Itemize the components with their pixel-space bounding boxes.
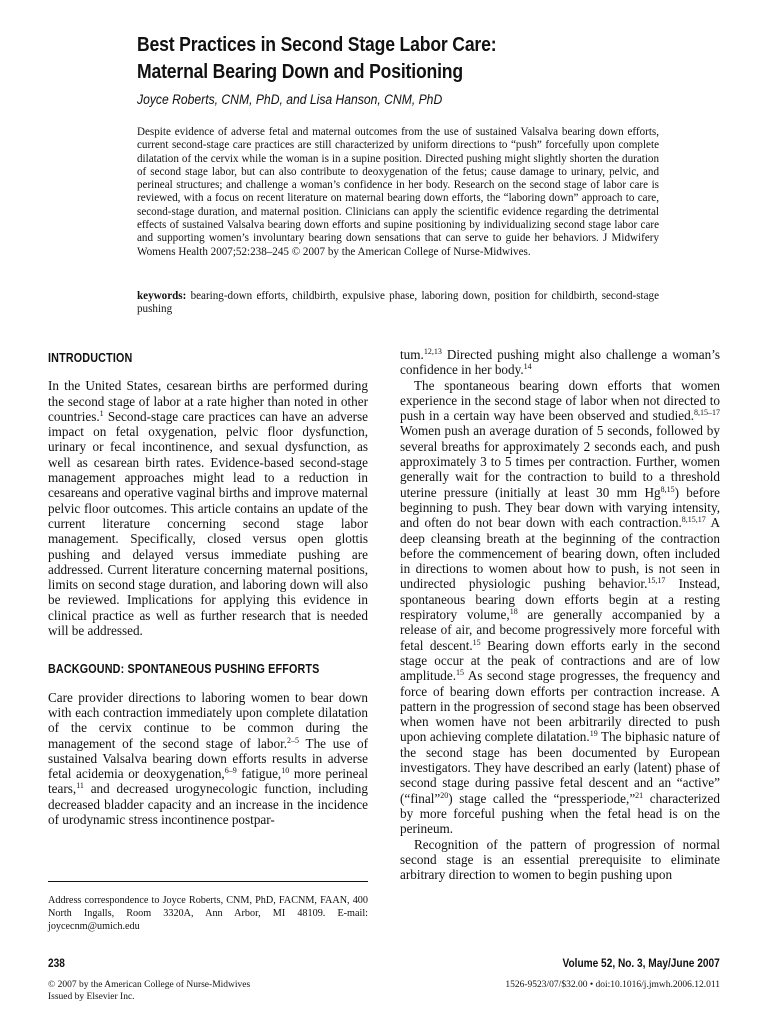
citation: 8,15–17 xyxy=(694,408,720,418)
volume-info: Volume 52, No. 3, May/June 2007 xyxy=(562,958,720,970)
citation: 21 xyxy=(635,790,644,800)
right-column xyxy=(400,347,720,882)
article-title xyxy=(137,32,630,86)
copyright-line-2: Issued by Elsevier Inc. xyxy=(48,992,135,1002)
citation: 10 xyxy=(281,766,290,776)
citation: 15 xyxy=(456,668,465,678)
citation: 15 xyxy=(472,637,481,647)
citation: 19 xyxy=(589,729,598,739)
correspondence-address: Address correspondence to Joyce Roberts, CNM, PhD, FACNM, FAAN, 400 North Ingalls, Room 3320A, Ann Arbor, MI 48109. E-mail: joycecnm@umich.edu xyxy=(48,895,368,932)
title-line-2: Maternal Bearing Down and Positioning xyxy=(137,61,463,83)
page-number: 238 xyxy=(48,958,65,970)
left-column xyxy=(48,347,368,827)
title-line-1: Best Practices in Second Stage Labor Care: xyxy=(137,34,497,56)
citation: 12,13 xyxy=(423,347,442,356)
keywords-label: keywords: xyxy=(137,290,187,302)
abstract: Despite evidence of adverse fetal and maternal outcomes from the use of sustained Valsalva bearing down efforts, current second-stage care practices are still characterized by uniform directions to “push” forcefully upon complete dilatation of the cervix while the woman is in a supine position. Directed pushing might slightly shorten the duration of second stage labor, but can also contribute to deoxygenation of the fetus; cause damage to urinary, pelvic, and perineal structures; and challenge a woman’s confidence in her body. Research on the second stage of labor care is reviewed, with a focus on recent literature on maternal bearing down efforts, the “laboring down” approach to care, second-stage duration, and maternal position. Clinicians can apply the scientific evidence regarding the detrimental effects of sustained Valsalva bearing down efforts and supine positioning by individualizing second stage labor care and supporting women’s involuntary bearing down sensations that can serve to guide her behaviors. J Midwifery Womens Health 2007;52:238–245 © 2007 by the American College of Nurse-Midwives. xyxy=(137,126,659,258)
continued-paragraph: tum.$^{12,13}$ Directed pushing might also challenge a woman’s confidence in her body.$^{14}$ xyxy=(400,347,720,378)
doi-line: 1526-9523/07/$32.00 • doi:10.1016/j.jmwh.2006.12.011 xyxy=(505,980,720,990)
background-heading: BACKGOUND: SPONTANEOUS PUSHING EFFORTS xyxy=(48,662,320,677)
authors: Joyce Roberts, CNM, PhD, and Lisa Hanson, CNM, PhD xyxy=(137,92,443,107)
introduction-paragraph: In the United States, cesarean births are performed during the second stage of labor at a rate higher than noted in other countries.$^1$ Second-stage care practices can have an adverse impact on fetal oxygenation, pelvic floor dysfunction, urinary or fecal incontinence, and sexual dysfunction, as well as cesarean birth rates. Evidence-based second-stage management approaches might lead to a reduction in cesareans and operative vaginal births and improve maternal pelvic floor outcomes. This article contains an update of the current literature concerning second stage labor management. Specifically, closed versus open glottis pushing and delayed versus immediate pushing are addressed. Current literature concerning maternal positions, limits on second stage duration, and laboring down will also be reviewed. Implications for applying this evidence in clinical practice as well as further research that is needed will be addressed. xyxy=(48,378,368,639)
citation: 6–9 xyxy=(224,766,237,776)
citation: 18 xyxy=(509,607,518,617)
spontaneous-pushing-paragraph: The spontaneous bearing down efforts that women experience in the second stage of labor when not directed to push in a certain way have been observed and studied.$^{8,15-17}$ Women push an average duration of 5 seconds, followed by several breaths for approximately 2 seconds each, and push approximately 3 to 5 times per contraction. Further, women generally wait for the contraction to build to a threshold uterine pressure (initially at least 30 mm Hg$^{8,15}$) before beginning to push. They bear down with varying intensity, and often do not bear down with each contraction.$^{8,15,17}$ A deep cleansing breath at the beginning of the contraction before the commencement of bearing down, often included in directions to women about how to push, is not seen in undirected physiologic pushing behavior.$^{15,17}$ Instead, spontaneous bearing down efforts begin at a resting respiratory volume,$^{18}$ are generally accompanied by a release of air, and become progressively more forceful with fetal descent.$^{15}$ Bearing down efforts early in the second stage occur at the peak of contractions and are of low amplitude.$^{15}$ As second stage progresses, the frequency and force of bearing down efforts per contraction increase. A pattern in the progression of second stage has been observed when women have not been arbitrarily directed to push upon achieving complete dilatation.$^{19}$ The biphasic nature of the second stage has been documented by European investigators. They have described an early (latent) phase of second stage during passive fetal descent and an “active” (“final”$^{20}$) stage called the “pressperiode,”$^{21}$ characterized by more forceful pushing when the fetal head is on the perineum. xyxy=(400,377,721,837)
background-paragraph: Care provider directions to laboring women to bear down with each contraction immediately upon complete dilatation of the cervix continue to be common during the management of the second stage of labor.$^{2-5}$ The use of sustained Valsalva bearing down efforts results in adverse fetal acidemia or deoxygenation,$^{6-9}$ fatigue,$^{10}$ more perineal tears,$^{11}$ and decreased urogynecologic function, including decreased bladder capacity and an increase in the incidence of urodynamic stress incontinence postpar- xyxy=(48,689,368,828)
citation: 2–5 xyxy=(287,735,300,745)
citation: 1 xyxy=(99,408,104,418)
citation: 11 xyxy=(76,781,84,791)
citation: 8,15 xyxy=(660,484,675,494)
citation: 14 xyxy=(523,362,532,372)
keywords xyxy=(137,290,659,317)
recognition-paragraph: Recognition of the pattern of progression of normal second stage is an essential prerequisite to eliminate arbitrary direction to women to begin pushing upon xyxy=(400,836,720,883)
keywords-text: bearing-down efforts, childbirth, expulsive phase, laboring down, position for childbirth, second-stage pushing xyxy=(137,290,659,316)
introduction-heading: INTRODUCTION xyxy=(48,351,133,365)
copyright-line-1: © 2007 by the American College of Nurse-Midwives xyxy=(48,980,251,990)
citation: 15,17 xyxy=(647,576,666,586)
citation: 20 xyxy=(440,790,449,800)
copyright xyxy=(48,979,250,1003)
footnote-divider xyxy=(48,881,368,882)
citation: 8,15,17 xyxy=(681,515,706,525)
